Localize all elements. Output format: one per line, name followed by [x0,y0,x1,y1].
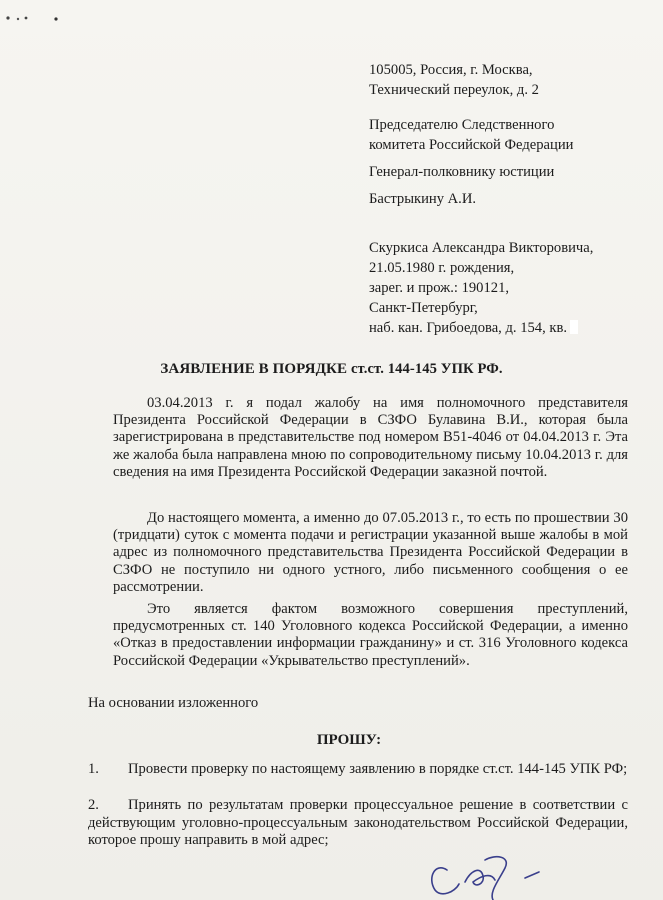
request-item-2-number: 2. [88,797,99,813]
recipient-address [369,60,539,100]
sender-line-4: Санкт-Петербург, [369,300,478,316]
recipient-name-line: Бастрыкину А.И. [369,191,477,207]
recipient-rank [369,162,554,182]
request-item-1-text: Провести проверку по настоящему заявлению в порядке ст.ст. 144-145 УПК РФ; [128,761,628,777]
sender-line-3: зарег. и прож.: 190121, [369,280,510,296]
sender-line-2: 21.05.1980 г. рождения, [369,260,515,276]
paragraph-2-text: До настоящего момента, а именно до 07.05.2013 г., то есть по прошествии 30 (тридцати) суток с момента подачи и регистрации указанной выше жалобы в мой адрес из полномочного представительства Президента Российской Федерации в СЗФО не поступило ни одного устного, либо письменного сообщения о ее рассмотрении. [113,510,628,595]
redaction-box [570,320,578,334]
request-heading: ПРОШУ: [316,732,382,748]
document-title [0,361,663,378]
paragraph-3 [113,601,628,670]
title-main: ЗАЯВЛЕНИЕ В ПОРЯДКЕ [160,361,351,377]
recipient-address-line-2: Технический переулок, д. 2 [369,82,539,98]
recipient-position-line-1: Председателю Следственного [369,117,555,133]
paragraph-1 [113,395,628,481]
scan-artifact-dots [4,14,64,22]
title-tail: ст.ст. 144-145 УПК РФ. [350,361,503,377]
paragraph-3-text: Это является фактом возможного совершения преступлений, предусмотренных ст. 140 Уголовного кодекса Российской Федерации, а именно «Отказ в предоставлении информации гражданину» и ст. 316 Уголовного кодекса Российской Федерации «Укрывательство преступлений». [113,601,628,669]
handwritten-signature [425,852,565,900]
recipient-rank-line: Генерал-полковнику юстиции [369,164,555,180]
sender-line-5 [369,318,593,338]
recipient-name [369,189,476,209]
paragraph-2 [113,510,628,596]
request-item-2 [88,797,628,850]
request-item-2-text: Принять по результатам проверки процессуальное решение в соответствии с действующим уголовно-процессуальным законодательством Российской Федерации, которое прошу направить в мой адрес; [88,797,628,848]
sender-block [369,238,593,338]
recipient-position-line-2: комитета Российской Федерации [369,137,574,153]
recipient-address-line-1: 105005, Россия, г. Москва, [369,62,533,78]
paragraph-1-text: 03.04.2013 г. я подал жалобу на имя полномочного представителя Президента Российской Федерации в СЗФО Булавина В.И., которая была зарегистрирована в представительстве под номером В51-4046 от 04.04.2013 г. Эта же жалоба была направлена мною по сопроводительному письму 10.04.2013 г. для сведения на имя Президента Российской Федерации заказной почтой. [113,395,628,480]
request-item-1 [88,761,628,779]
sender-line-1: Скуркиса Александра Викторовича, [369,240,594,256]
sender-line-5-text: наб. кан. Грибоедова, д. 154, кв. [369,320,568,336]
request-item-1-number: 1. [88,761,99,777]
recipient-position [369,115,573,155]
basis-text: На основании изложенного [88,695,259,711]
